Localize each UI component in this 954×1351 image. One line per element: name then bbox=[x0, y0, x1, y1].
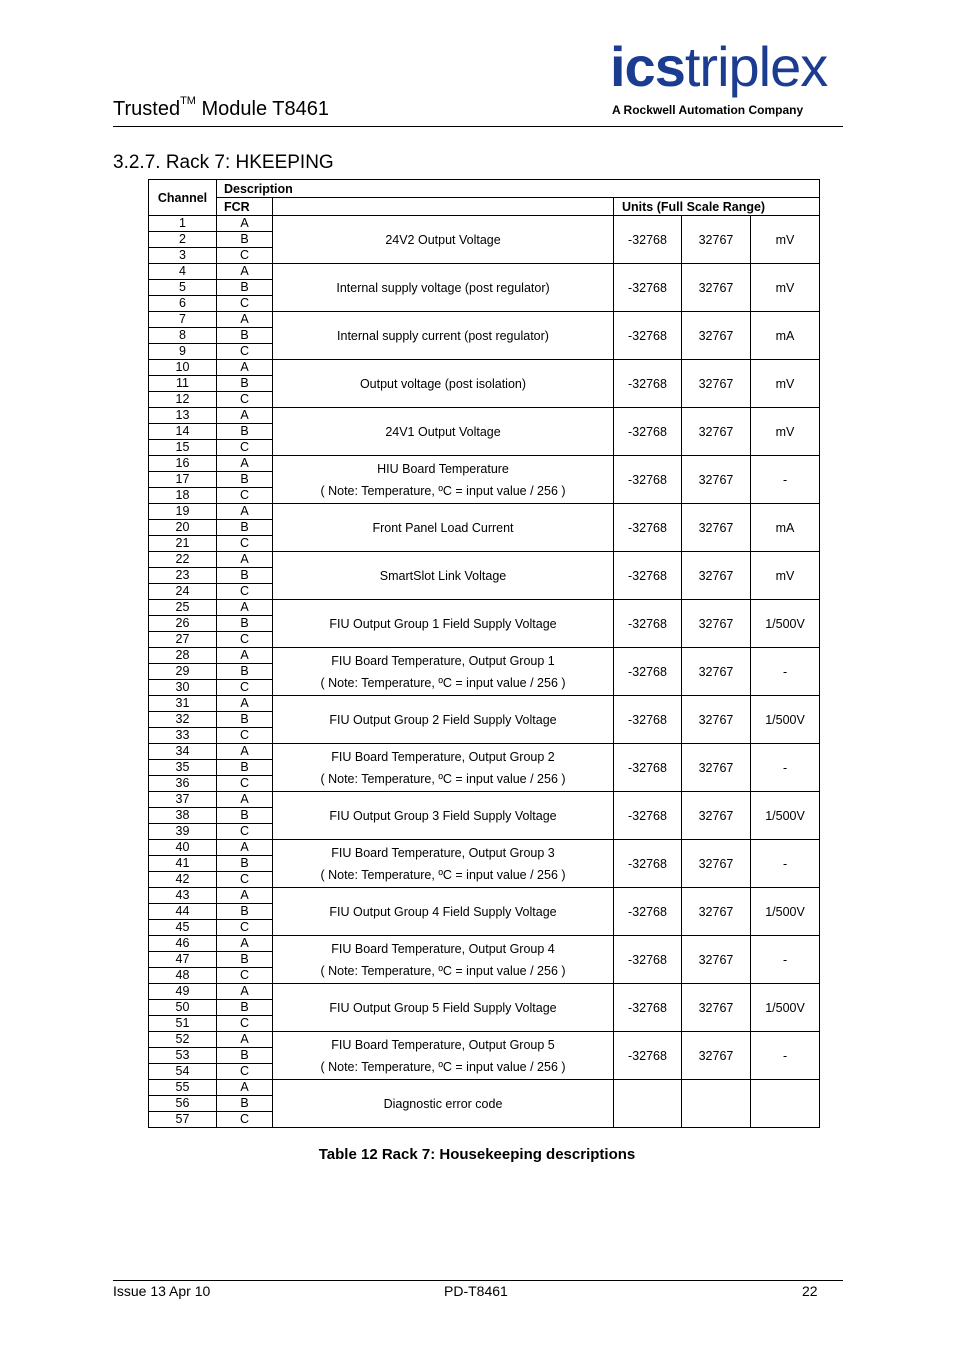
fcr-cell: B bbox=[217, 568, 273, 584]
channel-cell: 50 bbox=[149, 1000, 217, 1016]
unit-cell: 1/500V bbox=[751, 888, 820, 936]
range-min-cell: -32768 bbox=[614, 504, 682, 552]
footer-issue: Issue 13 Apr 10 bbox=[113, 1283, 211, 1299]
range-min-cell: -32768 bbox=[614, 648, 682, 696]
description-cell bbox=[273, 1080, 614, 1128]
title-suffix: Module T8461 bbox=[201, 98, 330, 120]
range-max-cell: 32767 bbox=[682, 216, 751, 264]
fcr-cell: C bbox=[217, 392, 273, 408]
channel-cell: 48 bbox=[149, 968, 217, 984]
header-blank bbox=[273, 198, 614, 216]
channel-cell: 45 bbox=[149, 920, 217, 936]
channel-cell: 23 bbox=[149, 568, 217, 584]
range-min-cell: -32768 bbox=[614, 936, 682, 984]
channel-cell: 25 bbox=[149, 600, 217, 616]
fcr-cell: B bbox=[217, 376, 273, 392]
channel-cell: 2 bbox=[149, 232, 217, 248]
fcr-cell: B bbox=[217, 1000, 273, 1016]
channel-cell: 17 bbox=[149, 472, 217, 488]
channel-cell: 56 bbox=[149, 1096, 217, 1112]
range-min-cell: -32768 bbox=[614, 792, 682, 840]
channel-cell: 53 bbox=[149, 1048, 217, 1064]
table-row bbox=[149, 312, 820, 328]
range-max-cell: 32767 bbox=[682, 936, 751, 984]
table-caption: Table 12 Rack 7: Housekeeping descriptions bbox=[318, 1146, 636, 1163]
channel-cell: 15 bbox=[149, 440, 217, 456]
unit-cell: - bbox=[751, 744, 820, 792]
description-note: ( Note: Temperature, ºC = input value / 256 ) bbox=[320, 675, 566, 690]
channel-cell: 34 bbox=[149, 744, 217, 760]
header-channel: Channel bbox=[149, 180, 217, 216]
fcr-cell: B bbox=[217, 904, 273, 920]
range-max-cell: 32767 bbox=[682, 312, 751, 360]
table-row bbox=[149, 408, 820, 424]
unit-cell: - bbox=[751, 840, 820, 888]
channel-cell: 36 bbox=[149, 776, 217, 792]
fcr-cell: B bbox=[217, 1048, 273, 1064]
channel-cell: 20 bbox=[149, 520, 217, 536]
table-row bbox=[149, 744, 820, 760]
header-units: Units (Full Scale Range) bbox=[614, 198, 820, 216]
fcr-cell: B bbox=[217, 520, 273, 536]
range-min-cell: -32768 bbox=[614, 312, 682, 360]
logo-subtitle: A Rockwell Automation Company bbox=[612, 103, 804, 117]
channel-cell: 5 bbox=[149, 280, 217, 296]
fcr-cell: A bbox=[217, 744, 273, 760]
range-min-cell: -32768 bbox=[614, 456, 682, 504]
channel-cell: 49 bbox=[149, 984, 217, 1000]
description-cell bbox=[273, 552, 614, 600]
fcr-cell: B bbox=[217, 952, 273, 968]
range-max-cell: 32767 bbox=[682, 840, 751, 888]
description-cell bbox=[273, 792, 614, 840]
unit-cell: mA bbox=[751, 312, 820, 360]
fcr-cell: A bbox=[217, 792, 273, 808]
channel-cell: 8 bbox=[149, 328, 217, 344]
fcr-cell: C bbox=[217, 776, 273, 792]
channel-cell: 13 bbox=[149, 408, 217, 424]
channel-cell: 4 bbox=[149, 264, 217, 280]
description-note: ( Note: Temperature, ºC = input value / 256 ) bbox=[320, 963, 566, 978]
table-row bbox=[149, 216, 820, 232]
description-cell bbox=[273, 1032, 614, 1080]
description-text: 24V1 Output Voltage bbox=[385, 424, 501, 439]
table-row bbox=[149, 648, 820, 664]
range-max-cell: 32767 bbox=[682, 600, 751, 648]
fcr-cell: B bbox=[217, 616, 273, 632]
fcr-cell: A bbox=[217, 264, 273, 280]
description-text: Front Panel Load Current bbox=[372, 520, 514, 535]
table-row bbox=[149, 264, 820, 280]
range-min-cell bbox=[614, 1080, 682, 1128]
fcr-cell: A bbox=[217, 360, 273, 376]
unit-cell: - bbox=[751, 456, 820, 504]
description-text: FIU Board Temperature, Output Group 1 bbox=[331, 653, 555, 668]
channel-cell: 33 bbox=[149, 728, 217, 744]
table-row bbox=[149, 1032, 820, 1048]
table-body bbox=[149, 216, 820, 1128]
fcr-cell: C bbox=[217, 296, 273, 312]
fcr-cell: A bbox=[217, 456, 273, 472]
fcr-cell: B bbox=[217, 856, 273, 872]
fcr-cell: C bbox=[217, 488, 273, 504]
fcr-cell: C bbox=[217, 728, 273, 744]
description-text: FIU Output Group 4 Field Supply Voltage bbox=[329, 904, 557, 919]
channel-cell: 51 bbox=[149, 1016, 217, 1032]
range-max-cell: 32767 bbox=[682, 648, 751, 696]
fcr-cell: C bbox=[217, 584, 273, 600]
range-max-cell bbox=[682, 1080, 751, 1128]
channel-cell: 41 bbox=[149, 856, 217, 872]
description-text: FIU Output Group 3 Field Supply Voltage bbox=[329, 808, 557, 823]
description-text: FIU Board Temperature, Output Group 5 bbox=[331, 1037, 555, 1052]
channel-cell: 6 bbox=[149, 296, 217, 312]
description-text: SmartSlot Link Voltage bbox=[379, 568, 507, 583]
fcr-cell: A bbox=[217, 600, 273, 616]
range-max-cell: 32767 bbox=[682, 1032, 751, 1080]
range-min-cell: -32768 bbox=[614, 984, 682, 1032]
channel-cell: 42 bbox=[149, 872, 217, 888]
section-heading: 3.2.7. Rack 7: HKEEPING bbox=[113, 152, 334, 173]
range-min-cell: -32768 bbox=[614, 552, 682, 600]
range-min-cell: -32768 bbox=[614, 360, 682, 408]
unit-cell: 1/500V bbox=[751, 600, 820, 648]
channel-cell: 21 bbox=[149, 536, 217, 552]
range-max-cell: 32767 bbox=[682, 408, 751, 456]
table-row bbox=[149, 504, 820, 520]
channel-cell: 39 bbox=[149, 824, 217, 840]
fcr-cell: A bbox=[217, 216, 273, 232]
fcr-cell: C bbox=[217, 248, 273, 264]
range-min-cell: -32768 bbox=[614, 696, 682, 744]
fcr-cell: A bbox=[217, 408, 273, 424]
range-min-cell: -32768 bbox=[614, 408, 682, 456]
description-text: FIU Output Group 2 Field Supply Voltage bbox=[329, 712, 557, 727]
table-row bbox=[149, 600, 820, 616]
unit-cell: 1/500V bbox=[751, 696, 820, 744]
description-cell bbox=[273, 840, 614, 888]
description-text: Internal supply voltage (post regulator) bbox=[336, 280, 550, 295]
fcr-cell: B bbox=[217, 232, 273, 248]
range-min-cell: -32768 bbox=[614, 264, 682, 312]
unit-cell: - bbox=[751, 936, 820, 984]
fcr-cell: C bbox=[217, 1112, 273, 1128]
range-max-cell: 32767 bbox=[682, 552, 751, 600]
table-row bbox=[149, 1080, 820, 1096]
description-cell bbox=[273, 264, 614, 312]
header-description: Description bbox=[217, 180, 820, 198]
description-cell bbox=[273, 216, 614, 264]
channel-cell: 7 bbox=[149, 312, 217, 328]
channel-cell: 30 bbox=[149, 680, 217, 696]
description-cell bbox=[273, 504, 614, 552]
fcr-cell: C bbox=[217, 920, 273, 936]
channel-cell: 24 bbox=[149, 584, 217, 600]
description-cell bbox=[273, 456, 614, 504]
logo-triplex-text: triplex bbox=[684, 35, 828, 98]
description-cell bbox=[273, 936, 614, 984]
fcr-cell: A bbox=[217, 504, 273, 520]
description-cell bbox=[273, 744, 614, 792]
unit-cell: 1/500V bbox=[751, 984, 820, 1032]
header-fcr: FCR bbox=[217, 198, 273, 216]
channel-cell: 16 bbox=[149, 456, 217, 472]
unit-cell: mV bbox=[751, 264, 820, 312]
channel-cell: 12 bbox=[149, 392, 217, 408]
range-max-cell: 32767 bbox=[682, 984, 751, 1032]
fcr-cell: C bbox=[217, 680, 273, 696]
description-cell bbox=[273, 408, 614, 456]
fcr-cell: A bbox=[217, 936, 273, 952]
table-row bbox=[149, 936, 820, 952]
footer-doc-id: PD-T8461 bbox=[444, 1283, 508, 1299]
fcr-cell: A bbox=[217, 312, 273, 328]
fcr-cell: C bbox=[217, 1064, 273, 1080]
unit-cell: - bbox=[751, 648, 820, 696]
logo-ics-text: ics bbox=[610, 35, 685, 98]
fcr-cell: C bbox=[217, 344, 273, 360]
description-text: FIU Board Temperature, Output Group 4 bbox=[331, 941, 555, 956]
fcr-cell: A bbox=[217, 552, 273, 568]
document-title bbox=[113, 95, 330, 121]
fcr-cell: C bbox=[217, 1016, 273, 1032]
fcr-cell: C bbox=[217, 632, 273, 648]
trademark-mark: TM bbox=[180, 95, 196, 108]
description-cell bbox=[273, 696, 614, 744]
fcr-cell: B bbox=[217, 1096, 273, 1112]
range-max-cell: 32767 bbox=[682, 792, 751, 840]
range-max-cell: 32767 bbox=[682, 696, 751, 744]
channel-cell: 18 bbox=[149, 488, 217, 504]
description-text: FIU Board Temperature, Output Group 2 bbox=[331, 749, 555, 764]
range-min-cell: -32768 bbox=[614, 888, 682, 936]
fcr-cell: B bbox=[217, 712, 273, 728]
range-min-cell: -32768 bbox=[614, 1032, 682, 1080]
fcr-cell: B bbox=[217, 472, 273, 488]
channel-cell: 46 bbox=[149, 936, 217, 952]
fcr-cell: A bbox=[217, 696, 273, 712]
description-text: FIU Output Group 5 Field Supply Voltage bbox=[329, 1000, 557, 1015]
channel-cell: 54 bbox=[149, 1064, 217, 1080]
table-row bbox=[149, 840, 820, 856]
unit-cell: mV bbox=[751, 552, 820, 600]
footer-page-number: 22 bbox=[802, 1283, 818, 1299]
description-text: Internal supply current (post regulator) bbox=[337, 328, 549, 343]
channel-cell: 19 bbox=[149, 504, 217, 520]
channel-cell: 29 bbox=[149, 664, 217, 680]
channel-cell: 43 bbox=[149, 888, 217, 904]
description-cell bbox=[273, 648, 614, 696]
range-max-cell: 32767 bbox=[682, 888, 751, 936]
fcr-cell: B bbox=[217, 328, 273, 344]
fcr-cell: C bbox=[217, 872, 273, 888]
channel-cell: 22 bbox=[149, 552, 217, 568]
description-cell bbox=[273, 360, 614, 408]
range-min-cell: -32768 bbox=[614, 216, 682, 264]
range-max-cell: 32767 bbox=[682, 456, 751, 504]
description-note: ( Note: Temperature, ºC = input value / 256 ) bbox=[320, 867, 566, 882]
channel-cell: 52 bbox=[149, 1032, 217, 1048]
fcr-cell: C bbox=[217, 968, 273, 984]
unit-cell: mV bbox=[751, 216, 820, 264]
description-cell bbox=[273, 312, 614, 360]
channel-cell: 55 bbox=[149, 1080, 217, 1096]
range-min-cell: -32768 bbox=[614, 840, 682, 888]
channel-cell: 27 bbox=[149, 632, 217, 648]
description-text: Diagnostic error code bbox=[383, 1096, 503, 1111]
channel-cell: 26 bbox=[149, 616, 217, 632]
ics-triplex-logo bbox=[610, 35, 843, 120]
table-row bbox=[149, 792, 820, 808]
table-row bbox=[149, 696, 820, 712]
table-row bbox=[149, 456, 820, 472]
description-text: FIU Output Group 1 Field Supply Voltage bbox=[329, 616, 557, 631]
channel-cell: 40 bbox=[149, 840, 217, 856]
fcr-cell: A bbox=[217, 840, 273, 856]
unit-cell: 1/500V bbox=[751, 792, 820, 840]
channel-cell: 47 bbox=[149, 952, 217, 968]
range-min-cell: -32768 bbox=[614, 600, 682, 648]
channel-cell: 10 bbox=[149, 360, 217, 376]
channel-cell: 38 bbox=[149, 808, 217, 824]
unit-cell: - bbox=[751, 1032, 820, 1080]
fcr-cell: B bbox=[217, 424, 273, 440]
unit-cell: mV bbox=[751, 408, 820, 456]
channel-cell: 57 bbox=[149, 1112, 217, 1128]
description-note: ( Note: Temperature, ºC = input value / 256 ) bbox=[320, 483, 566, 498]
housekeeping-table bbox=[148, 179, 820, 1128]
description-text: FIU Board Temperature, Output Group 3 bbox=[331, 845, 555, 860]
footer-rule bbox=[113, 1280, 843, 1281]
channel-cell: 9 bbox=[149, 344, 217, 360]
channel-cell: 35 bbox=[149, 760, 217, 776]
range-max-cell: 32767 bbox=[682, 360, 751, 408]
fcr-cell: C bbox=[217, 824, 273, 840]
description-note: ( Note: Temperature, ºC = input value / 256 ) bbox=[320, 1059, 566, 1074]
range-max-cell: 32767 bbox=[682, 504, 751, 552]
channel-cell: 37 bbox=[149, 792, 217, 808]
fcr-cell: B bbox=[217, 664, 273, 680]
description-text: 24V2 Output Voltage bbox=[385, 232, 501, 247]
description-text: Output voltage (post isolation) bbox=[359, 376, 527, 391]
table-row bbox=[149, 552, 820, 568]
description-cell bbox=[273, 600, 614, 648]
description-note: ( Note: Temperature, ºC = input value / 256 ) bbox=[320, 771, 566, 786]
unit-cell: mV bbox=[751, 360, 820, 408]
table-row bbox=[149, 888, 820, 904]
fcr-cell: A bbox=[217, 1032, 273, 1048]
range-max-cell: 32767 bbox=[682, 744, 751, 792]
description-cell bbox=[273, 888, 614, 936]
channel-cell: 28 bbox=[149, 648, 217, 664]
range-max-cell: 32767 bbox=[682, 264, 751, 312]
channel-cell: 1 bbox=[149, 216, 217, 232]
fcr-cell: C bbox=[217, 536, 273, 552]
channel-cell: 32 bbox=[149, 712, 217, 728]
fcr-cell: A bbox=[217, 1080, 273, 1096]
range-min-cell: -32768 bbox=[614, 744, 682, 792]
title-prefix: Trusted bbox=[113, 98, 181, 120]
description-cell bbox=[273, 984, 614, 1032]
channel-cell: 14 bbox=[149, 424, 217, 440]
channel-cell: 31 bbox=[149, 696, 217, 712]
unit-cell: mA bbox=[751, 504, 820, 552]
fcr-cell: A bbox=[217, 984, 273, 1000]
fcr-cell: A bbox=[217, 648, 273, 664]
fcr-cell: B bbox=[217, 808, 273, 824]
fcr-cell: B bbox=[217, 280, 273, 296]
unit-cell bbox=[751, 1080, 820, 1128]
fcr-cell: C bbox=[217, 440, 273, 456]
fcr-cell: A bbox=[217, 888, 273, 904]
table-row bbox=[149, 360, 820, 376]
description-text: HIU Board Temperature bbox=[377, 461, 509, 476]
table-row bbox=[149, 984, 820, 1000]
channel-cell: 3 bbox=[149, 248, 217, 264]
fcr-cell: B bbox=[217, 760, 273, 776]
channel-cell: 44 bbox=[149, 904, 217, 920]
channel-cell: 11 bbox=[149, 376, 217, 392]
header-rule bbox=[113, 126, 843, 127]
